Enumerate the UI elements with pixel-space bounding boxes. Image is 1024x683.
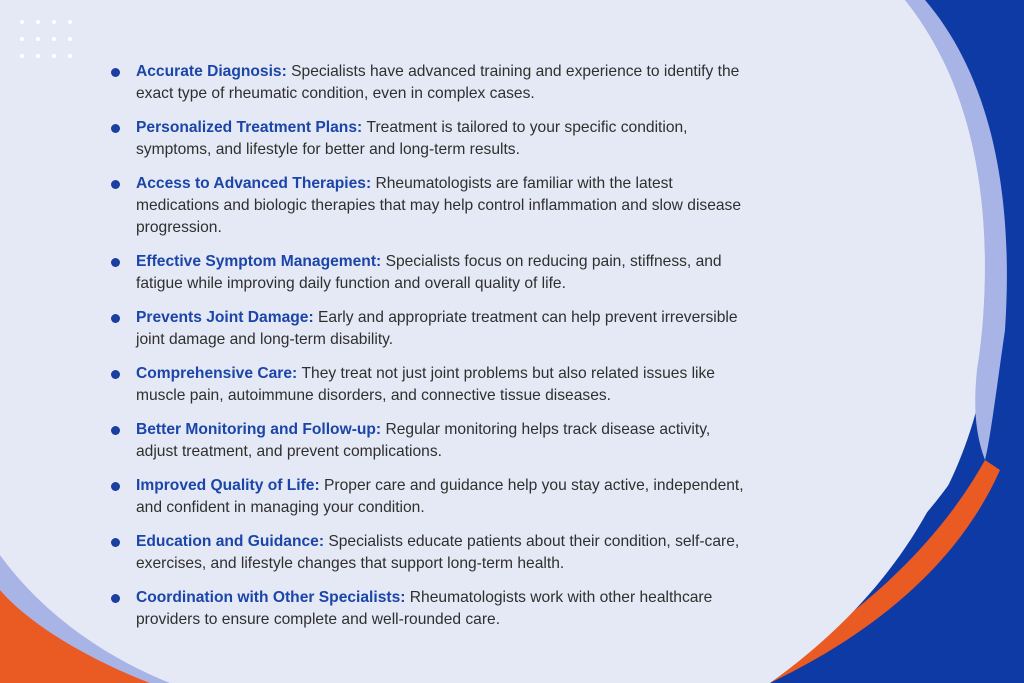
list-item [108, 419, 748, 463]
list-item [108, 475, 748, 519]
bullet-icon [111, 426, 120, 435]
dot [36, 20, 40, 24]
bullet-icon [111, 258, 120, 267]
bullet-icon [111, 370, 120, 379]
item-text: Specialists have advanced training and experience to identify the exact type of rheumatic condition, even in complex cases. [136, 63, 740, 102]
item-title: Better Monitoring and Follow-up: [136, 421, 386, 438]
bullet-icon [111, 68, 120, 77]
item-title: Improved Quality of Life: [136, 477, 325, 494]
item-title: Comprehensive Care: [136, 365, 302, 382]
list-item [108, 587, 748, 631]
item-text: Specialists educate patients about their condition, self-care, exercises, and lifestyle changes that support long-term health. [136, 533, 740, 572]
item-text: Regular monitoring helps track disease activity, adjust treatment, and prevent complications. [136, 421, 711, 460]
item-title: Personalized Treatment Plans: [136, 119, 367, 136]
item-text: Treatment is tailored to your specific condition, symptoms, and lifestyle for better and long-term results. [136, 119, 688, 158]
bullet-icon [111, 314, 120, 323]
list-item [108, 117, 748, 161]
item-title: Education and Guidance: [136, 533, 329, 550]
list-item [108, 363, 748, 407]
list-item [108, 531, 748, 575]
dot [68, 37, 72, 41]
bullet-icon [111, 482, 120, 491]
dot [20, 54, 24, 58]
dot [36, 37, 40, 41]
item-title: Prevents Joint Damage: [136, 309, 318, 326]
list-item [108, 173, 748, 239]
list-item [108, 251, 748, 295]
item-text: Rheumatologists are familiar with the latest medications and biologic therapies that may help control inflammation and slow disease progression. [136, 175, 742, 236]
benefits-list [108, 61, 748, 643]
dot [20, 37, 24, 41]
item-title: Effective Symptom Management: [136, 253, 386, 270]
item-title: Coordination with Other Specialists: [136, 589, 410, 606]
dot [68, 54, 72, 58]
list-item [108, 307, 748, 351]
bullet-icon [111, 594, 120, 603]
item-text: Rheumatologists work with other healthcare providers to ensure complete and well-rounded care. [136, 589, 713, 628]
dot [36, 54, 40, 58]
dot [52, 37, 56, 41]
list-item [108, 61, 748, 105]
item-text: Specialists focus on reducing pain, stiffness, and fatigue while improving daily function and overall quality of life. [136, 253, 722, 292]
item-text: Early and appropriate treatment can help prevent irreversible joint damage and long-term disability. [136, 309, 738, 348]
dot [52, 20, 56, 24]
item-title: Accurate Diagnosis: [136, 63, 292, 80]
dot [68, 20, 72, 24]
item-text: Proper care and guidance help you stay active, independent, and confident in managing your condition. [136, 477, 744, 516]
bullet-icon [111, 124, 120, 133]
item-title: Access to Advanced Therapies: [136, 175, 376, 192]
dot [20, 20, 24, 24]
dot-grid-icon [20, 20, 72, 60]
dot [52, 54, 56, 58]
bullet-icon [111, 180, 120, 189]
item-text: They treat not just joint problems but also related issues like muscle pain, autoimmune disorders, and connective tissue diseases. [136, 365, 715, 404]
bullet-icon [111, 538, 120, 547]
